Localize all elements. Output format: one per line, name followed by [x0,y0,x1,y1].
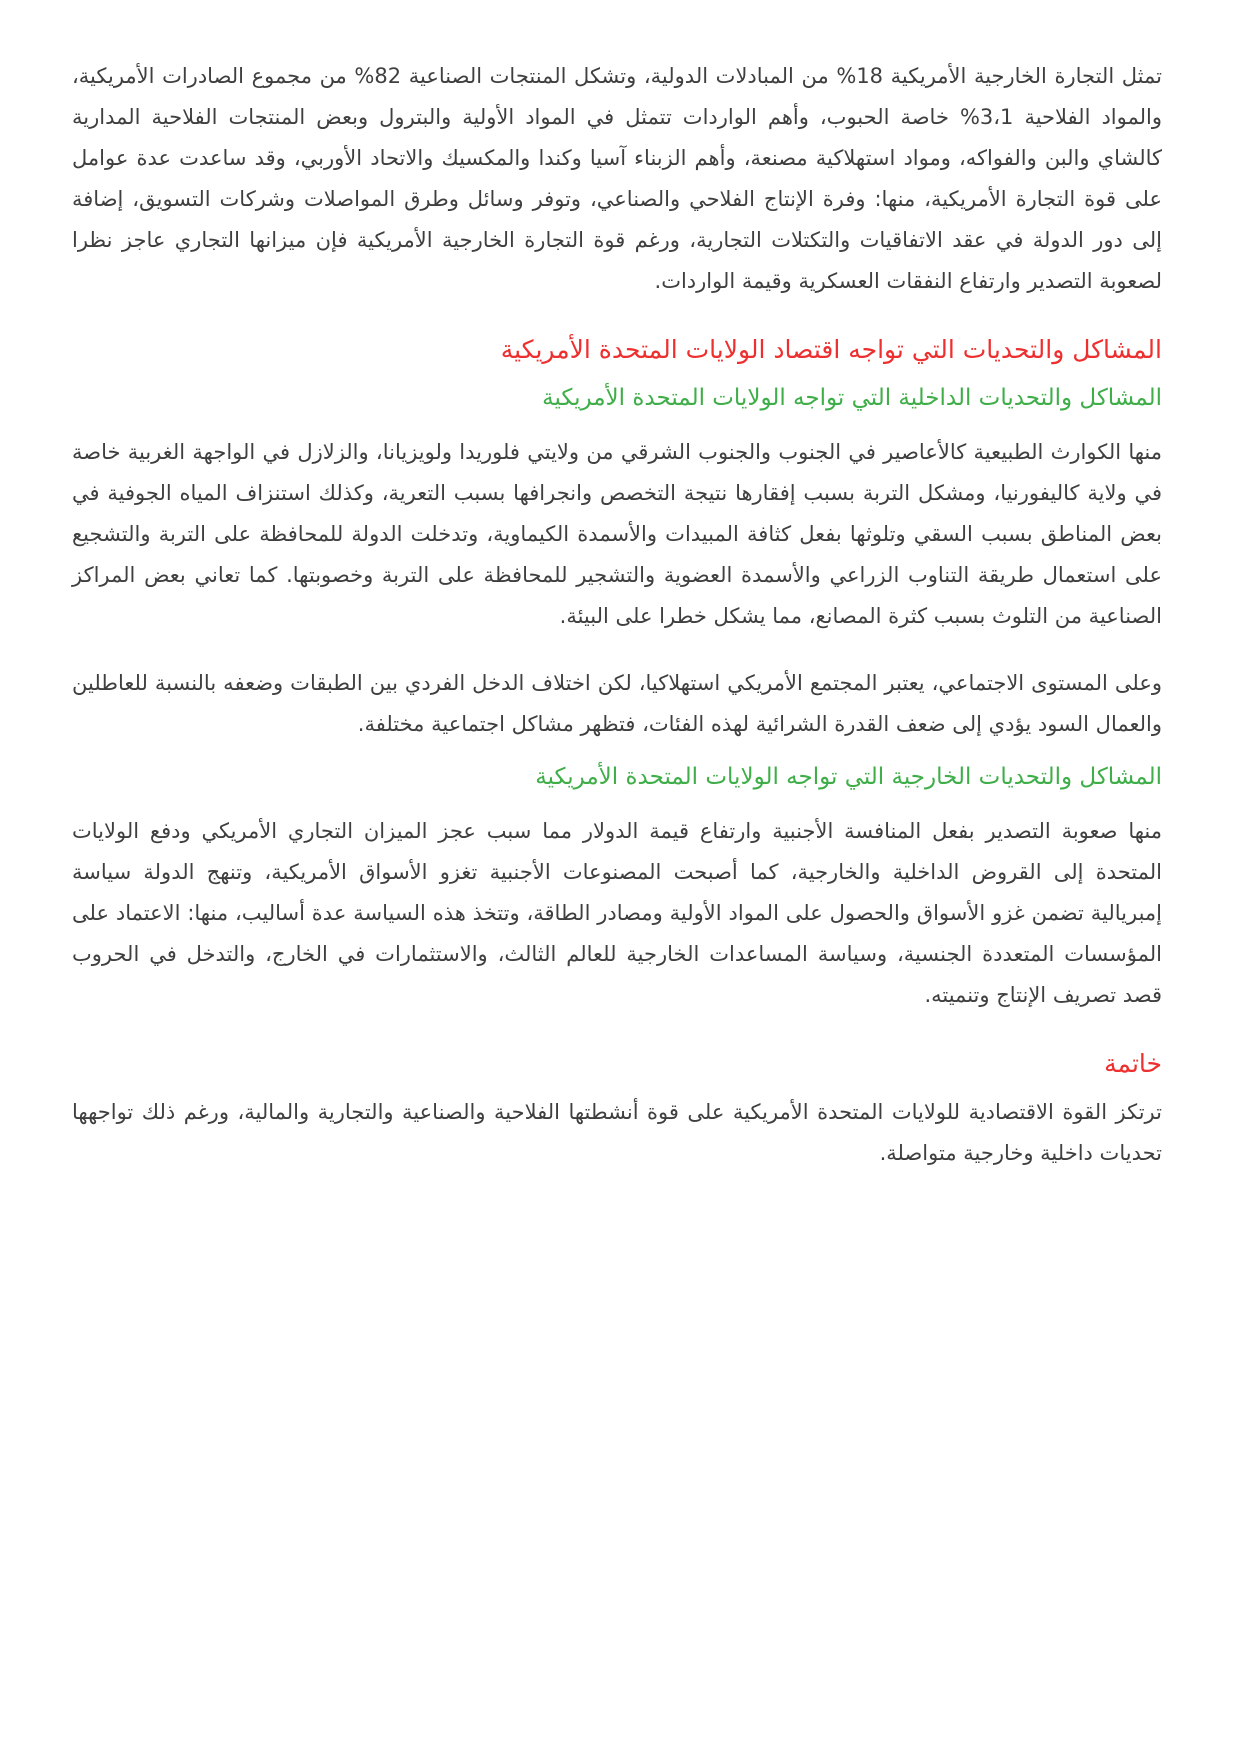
external-challenges-title: المشاكل والتحديات الخارجية التي تواجه الولايات المتحدة الأمريكية [535,764,1162,790]
problems-section-title: المشاكل والتحديات التي تواجه اقتصاد الولايات المتحدة الأمريكية [500,335,1162,364]
intro-paragraph: تمثل التجارة الخارجية الأمريكية 18% من المبادلات الدولية، وتشكل المنتجات الصناعية 82% من مجموع الصادرات الأمريكية، والمواد الفلاحية 3،1% خاصة الحبوب، وأهم الواردات تتمثل في المواد الأولية والبترول وبعض المنتجات الفلاحية المدارية كالشاي والبن والفواكه، ومواد استهلاكية مصنعة، وأهم الزبناء آسيا وكندا والمكسيك والاتحاد الأوربي، وقد ساعدت عدة عوامل على قوة التجارة الأمريكية، منها: وفرة الإنتاج الفلاحي والصناعي، وتوفر وسائل وطرق المواصلات وشركات التسويق، إضافة إلى دور الدولة في عقد الاتفاقيات والتكتلات التجارية، ورغم قوة التجارة الخارجية الأمريكية فإن ميزانها التجاري عاجز نظرا لصعوبة التصدير وارتفاع النفقات العسكرية وقيمة الواردات. [72,64,1162,293]
conclusion-paragraph: ترتكز القوة الاقتصادية للولايات المتحدة الأمريكية على قوة أنشطتها الفلاحية والصناعية والتجارية والمالية، ورغم ذلك تواجهها تحديات داخلية وخارجية متواصلة. [72,1100,1162,1165]
internal-challenges-title: المشاكل والتحديات الداخلية التي تواجه الولايات المتحدة الأمريكية [542,385,1162,411]
external-challenges-paragraph: منها صعوبة التصدير بفعل المنافسة الأجنبية وارتفاع قيمة الدولار مما سبب عجز الميزان التجاري الأمريكي ودفع الولايات المتحدة إلى القروض الداخلية والخارجية، كما أصبحت المصنوعات الأجنبية تغزو الأسواق الأمريكية، وتنهج الدولة سياسة إمبريالية تضمن غزو الأسواق والحصول على المواد الأولية ومصادر الطاقة، وتتخذ هذه السياسة عدة أساليب، منها: الاعتماد على المؤسسات المتعددة الجنسية، وسياسة المساعدات الخارجية للعالم الثالث، والاستثمارات في الخارج، والتدخل في الحروب قصد تصريف الإنتاج وتنميته. [72,819,1162,1007]
internal-challenges-paragraph-2: وعلى المستوى الاجتماعي، يعتبر المجتمع الأمريكي استهلاكيا، لكن اختلاف الدخل الفردي بين الطبقات وضعفه بالنسبة للعاطلين والعمال السود يؤدي إلى ضعف القدرة الشرائية لهذه الفئات، فتظهر مشاكل اجتماعية مختلفة. [72,671,1162,736]
conclusion-title: خاتمة [1104,1049,1162,1078]
internal-challenges-paragraph-1: منها الكوارث الطبيعية كالأعاصير في الجنوب والجنوب الشرقي من ولايتي فلوريدا ولويزيانا، والزلازل في الواجهة الغربية خاصة في ولاية كاليفورنيا، ومشكل التربة بسبب إفقارها نتيجة التخصص وانجرافها بسبب التعرية، وكذلك استنزاف المياه الجوفية في بعض المناطق بسبب السقي وتلوثها بفعل كثافة المبيدات والأسمدة الكيماوية، وتدخلت الدولة للمحافظة على التربة والتشجيع على استعمال طريقة التناوب الزراعي والأسمدة العضوية والتشجير للمحافظة على التربة وخصوبتها. كما تعاني بعض المراكز الصناعية من التلوث بسبب كثرة المصانع، مما يشكل خطرا على البيئة. [72,440,1162,628]
document-page [72,56,1162,1200]
